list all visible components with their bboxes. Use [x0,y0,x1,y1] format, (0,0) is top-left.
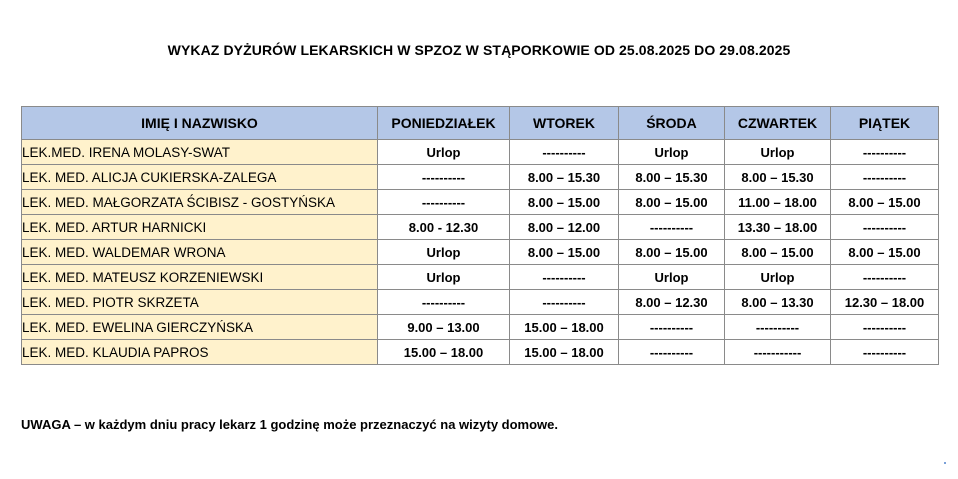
table-row [22,165,939,190]
duty-cell-tuesday: 15.00 – 18.00 [510,315,619,340]
duty-cell-thursday: 13.30 – 18.00 [725,215,831,240]
table-row [22,340,939,365]
duty-cell-wednesday: ---------- [619,315,725,340]
doctor-name-cell: LEK. MED. PIOTR SKRZETA [22,290,378,315]
duty-cell-thursday: ---------- [725,315,831,340]
column-header-monday: PONIEDZIAŁEK [378,107,510,140]
table-header-row [22,107,939,140]
duty-cell-wednesday: 8.00 – 15.30 [619,165,725,190]
duty-cell-tuesday: ---------- [510,265,619,290]
duty-cell-wednesday: 8.00 – 15.00 [619,240,725,265]
column-header-wednesday: ŚRODA [619,107,725,140]
column-header-name: IMIĘ I NAZWISKO [22,107,378,140]
duty-cell-thursday: 8.00 – 15.00 [725,240,831,265]
duty-cell-thursday: Urlop [725,265,831,290]
table-row [22,240,939,265]
duty-cell-tuesday: 15.00 – 18.00 [510,340,619,365]
doctor-name-cell: LEK. MED. KLAUDIA PAPROS [22,340,378,365]
duty-cell-friday: ---------- [831,165,939,190]
duty-cell-tuesday: ---------- [510,140,619,165]
duty-cell-tuesday: 8.00 – 15.30 [510,165,619,190]
duty-cell-wednesday: Urlop [619,265,725,290]
duty-schedule-table [21,106,939,365]
duty-cell-friday: ---------- [831,340,939,365]
duty-cell-wednesday: Urlop [619,140,725,165]
duty-cell-thursday: Urlop [725,140,831,165]
duty-cell-monday: 15.00 – 18.00 [378,340,510,365]
doctor-name-cell: LEK.MED. IRENA MOLASY-SWAT [22,140,378,165]
duty-cell-wednesday: 8.00 – 15.00 [619,190,725,215]
table-row [22,315,939,340]
table-row [22,215,939,240]
table-row [22,290,939,315]
column-header-tuesday: WTOREK [510,107,619,140]
doctor-name-cell: LEK. MED. EWELINA GIERCZYŃSKA [22,315,378,340]
duty-cell-tuesday: 8.00 – 15.00 [510,190,619,215]
duty-cell-thursday: 8.00 – 15.30 [725,165,831,190]
duty-cell-wednesday: ---------- [619,340,725,365]
duty-cell-monday: 8.00 - 12.30 [378,215,510,240]
doctor-name-cell: LEK. MED. ALICJA CUKIERSKA-ZALEGA [22,165,378,190]
duty-cell-tuesday: 8.00 – 15.00 [510,240,619,265]
decorative-dot [944,462,946,464]
duty-cell-monday: 9.00 – 13.00 [378,315,510,340]
duty-cell-friday: ---------- [831,265,939,290]
note-text: UWAGA – w każdym dniu pracy lekarz 1 godzinę może przeznaczyć na wizyty domowe. [21,417,558,432]
duty-cell-friday: ---------- [831,315,939,340]
duty-cell-tuesday: ---------- [510,290,619,315]
duty-cell-thursday: 8.00 – 13.30 [725,290,831,315]
doctor-name-cell: LEK. MED. MATEUSZ KORZENIEWSKI [22,265,378,290]
duty-cell-monday: Urlop [378,240,510,265]
duty-cell-tuesday: 8.00 – 12.00 [510,215,619,240]
duty-cell-thursday: 11.00 – 18.00 [725,190,831,215]
duty-cell-friday: 8.00 – 15.00 [831,240,939,265]
doctor-name-cell: LEK. MED. MAŁGORZATA ŚCIBISZ - GOSTYŃSKA [22,190,378,215]
duty-cell-friday: 8.00 – 15.00 [831,190,939,215]
table-row [22,265,939,290]
table-body [22,140,939,365]
duty-cell-wednesday: ---------- [619,215,725,240]
duty-cell-friday: ---------- [831,140,939,165]
column-header-friday: PIĄTEK [831,107,939,140]
duty-cell-monday: Urlop [378,265,510,290]
doctor-name-cell: LEK. MED. ARTUR HARNICKI [22,215,378,240]
duty-cell-friday: 12.30 – 18.00 [831,290,939,315]
table-row [22,190,939,215]
duty-cell-monday: Urlop [378,140,510,165]
duty-cell-monday: ---------- [378,165,510,190]
duty-cell-monday: ---------- [378,290,510,315]
duty-cell-wednesday: 8.00 – 12.30 [619,290,725,315]
doctor-name-cell: LEK. MED. WALDEMAR WRONA [22,240,378,265]
duty-cell-friday: ---------- [831,215,939,240]
duty-cell-thursday: ----------- [725,340,831,365]
page-title: WYKAZ DYŻURÓW LEKARSKICH W SPZOZ W STĄPORKOWIE OD 25.08.2025 DO 29.08.2025 [167,42,791,58]
duty-cell-monday: ---------- [378,190,510,215]
column-header-thursday: CZWARTEK [725,107,831,140]
table-row [22,140,939,165]
